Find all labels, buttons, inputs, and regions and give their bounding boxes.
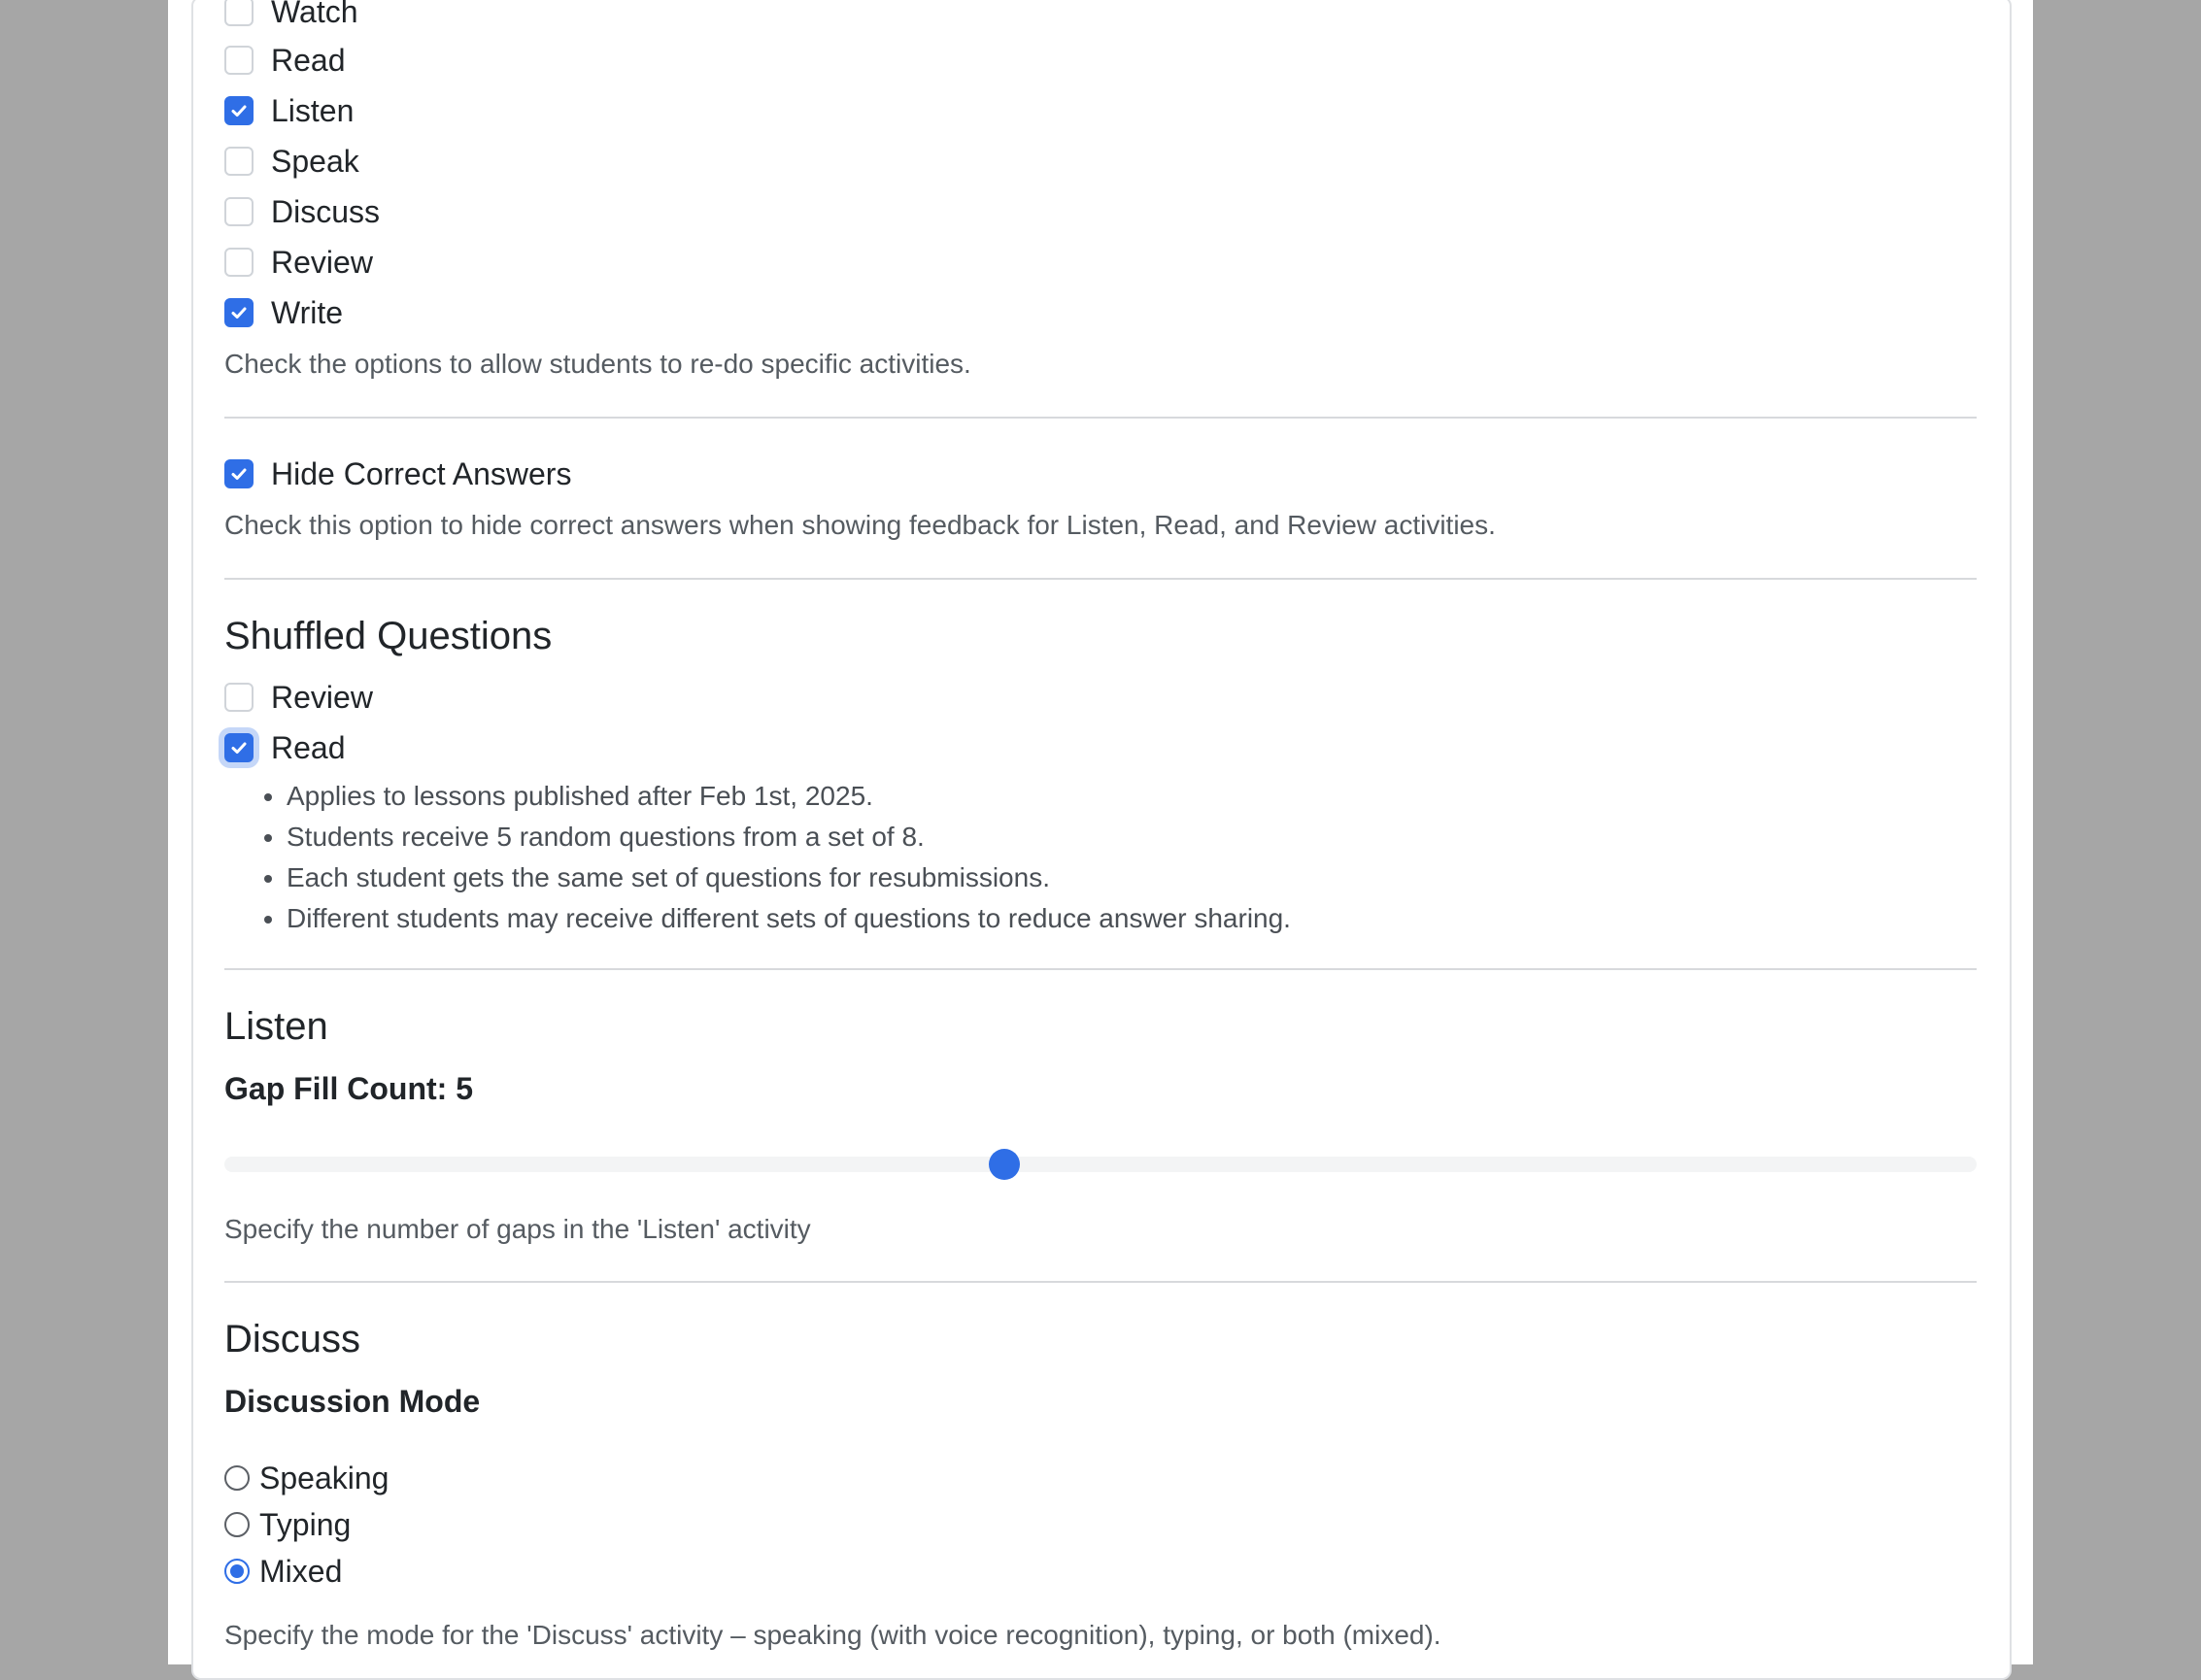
redo-option-speak[interactable]	[224, 142, 359, 181]
list-item: • Students receive 5 random questions from a set of 8.	[287, 817, 1291, 857]
option-label: Typing	[259, 1507, 352, 1542]
option-label: Mixed	[259, 1554, 343, 1589]
divider	[224, 578, 1977, 580]
redo-option-read[interactable]	[224, 41, 346, 80]
option-label: Listen	[271, 93, 355, 128]
radio-button[interactable]	[224, 1559, 250, 1584]
checkbox[interactable]	[224, 197, 254, 226]
redo-option-review[interactable]	[224, 243, 373, 282]
mode-option-speaking[interactable]	[224, 1458, 389, 1498]
mode-option-mixed[interactable]	[224, 1551, 342, 1592]
listen-title: Listen	[224, 1005, 328, 1048]
option-label: Review	[271, 680, 373, 715]
hide-correct-answers-option[interactable]	[224, 454, 571, 493]
check-icon	[229, 101, 249, 120]
radio-button[interactable]	[224, 1512, 250, 1537]
checkbox[interactable]	[224, 96, 254, 125]
divider	[224, 417, 1977, 419]
mode-option-typing[interactable]	[224, 1504, 351, 1545]
list-item: • Each student gets the same set of questions for resubmissions.	[287, 857, 1291, 898]
list-item: • Applies to lessons published after Feb 1st, 2025.	[287, 776, 1291, 817]
gap-fill-slider-thumb[interactable]	[989, 1149, 1020, 1180]
option-label: Watch	[271, 0, 358, 29]
option-label: Speak	[271, 144, 359, 179]
check-icon	[229, 464, 249, 484]
checkbox[interactable]	[224, 733, 254, 762]
checkbox[interactable]	[224, 683, 254, 712]
option-label: Read	[271, 43, 346, 78]
option-label: Read	[271, 730, 346, 765]
redo-option-discuss[interactable]	[224, 192, 380, 231]
redo-help-text: Check the options to allow students to re-do specific activities.	[224, 349, 971, 379]
hide-correct-answers-help: Check this option to hide correct answers when showing feedback for Listen, Read, and Review activities.	[224, 510, 1496, 540]
checkbox[interactable]	[224, 46, 254, 75]
option-label: Discuss	[271, 194, 381, 229]
option-label: Review	[271, 245, 373, 280]
list-item: • Different students may receive different sets of questions to reduce answer sharing.	[287, 898, 1291, 939]
divider	[224, 1281, 1977, 1283]
check-icon	[229, 738, 249, 757]
option-label: Speaking	[259, 1461, 389, 1495]
redo-option-write[interactable]	[224, 293, 343, 332]
shuffled-option-read[interactable]	[224, 728, 346, 767]
discuss-help-text: Specify the mode for the 'Discuss' activity – speaking (with voice recognition), typing, or both (mixed).	[224, 1620, 1441, 1650]
shuffled-questions-notes	[224, 776, 1291, 939]
divider	[224, 968, 1977, 970]
option-label: Write	[271, 295, 344, 330]
redo-option-watch[interactable]	[224, 0, 358, 31]
shuffled-questions-title: Shuffled Questions	[224, 615, 553, 657]
checkbox[interactable]	[224, 147, 254, 176]
gap-fill-slider-track[interactable]	[224, 1157, 1977, 1172]
redo-option-listen[interactable]	[224, 91, 354, 130]
checkbox[interactable]	[224, 298, 254, 327]
checkbox[interactable]	[224, 0, 254, 26]
check-icon	[229, 303, 249, 322]
checkbox[interactable]	[224, 248, 254, 277]
discuss-title: Discuss	[224, 1318, 361, 1361]
option-label: Hide Correct Answers	[271, 456, 572, 491]
listen-help-text: Specify the number of gaps in the 'Listen' activity	[224, 1214, 811, 1244]
discussion-mode-label: Discussion Mode	[224, 1384, 481, 1419]
checkbox[interactable]	[224, 459, 254, 488]
shuffled-option-review[interactable]	[224, 678, 373, 717]
radio-button[interactable]	[224, 1465, 250, 1491]
gap-fill-count-label: Gap Fill Count: 5	[224, 1071, 473, 1106]
